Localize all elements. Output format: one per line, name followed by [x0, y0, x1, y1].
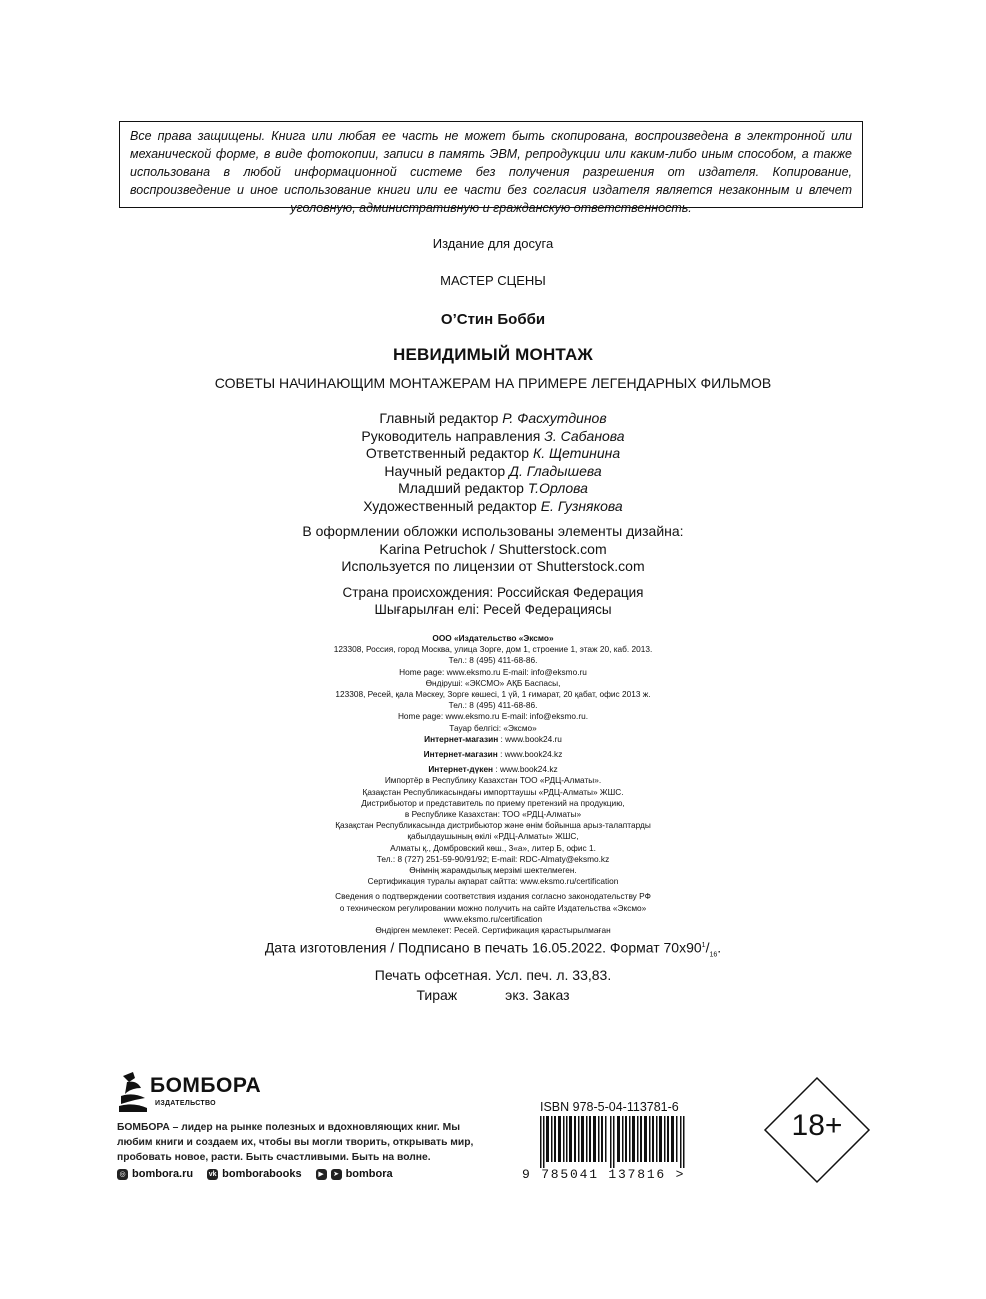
circulation: Тираж экз. Заказ [416, 987, 570, 1004]
editor-row: Руководитель направления З. Сабанова [361, 427, 625, 444]
edition-type: Издание для досуга [432, 236, 554, 251]
imprint-line: Өндіруші: «ЭКСМО» АҚБ Баспасы, [425, 677, 561, 688]
imprint-line: қабылдаушының өкілі «РДЦ-Алматы» ЖШС, [407, 831, 579, 842]
bombora-logo-icon [117, 1070, 149, 1114]
vk-icon: vk [208, 1170, 217, 1178]
imprint-line: Қазақстан Республикасында дистрибьютор және өнім бойынша арыз-талаптарды [335, 820, 651, 831]
imprint-line: Сведения о подтверждении соответствия издания согласно законодательству РФ [335, 891, 651, 902]
barcode-digits: 9 785041 137816 > [522, 1167, 686, 1182]
publisher-slogan: БОМБОРА – лидер на рынке полезных и вдохновляющих книг. Мы любим книги и создаем их, чтобы вы могли творить, открывать мир, пробовать новое, расти. Быть счастливыми. Быть на волне. [117, 1122, 474, 1163]
imprint-line: Алматы қ., Домбровский көш., 3«а», литер Б, офис 1. [390, 842, 596, 853]
isbn-number: ISBN 978-5-04-113781-6 [540, 1100, 679, 1114]
editors-list [0, 410, 986, 515]
print-method: Печать офсетная. Усл. печ. л. 33,83. [374, 967, 612, 984]
social-link-telegram[interactable]: ▶ ➤ bombora [316, 1168, 393, 1180]
editor-row: Главный редактор Р. Фасхутдинов [379, 410, 607, 426]
imprint-line: Тел.: 8 (495) 411-68-86. [448, 700, 538, 711]
imprint-line: Home page: www.eksmo.ru E-mail: info@eksmo.ru [399, 666, 587, 677]
printing-details [0, 936, 986, 1005]
bombora-logo [117, 1070, 262, 1114]
instagram-icon: ◎ [117, 1169, 128, 1180]
imprint-line: Тел.: 8 (727) 251-59-90/91/92; E-mail: RDC-Almaty@eksmo.kz [376, 853, 610, 864]
copyright-notice: Все права защищены. Книга или любая ее часть не может быть скопирована, воспроизведена в электронной или механической форме, в виде фотокопии, записи в память ЭВМ, репродукции или каким-либо иным способом, а также использована в любой информационной системе без получения разрешения от издателя. Копирование, воспроизведение и иное использование книги или ее части без согласия издателя является незаконным и влечет уголовную, административную и гражданскую ответственность. [119, 121, 863, 208]
imprint-line: Өндірген мемлекет: Ресей. Сертификация қарастырылмаған [375, 925, 611, 936]
editor-row: Младший редактор Т.Орлова [398, 480, 588, 496]
logo-wordmark: БОМБОРА [150, 1074, 262, 1097]
social-links [117, 1168, 393, 1180]
country-of-origin: Страна происхождения: Российская Федерация Шығарылған елі: Ресей Федерациясы [342, 585, 644, 617]
imprint-line: Home page: www.eksmo.ru E-mail: info@eksmo.ru. [397, 711, 589, 722]
imprint-line: в Республике Казахстан: ТОО «РДЦ-Алматы» [404, 809, 582, 820]
imprint-line: о техническом регулировании можно получить на сайте Издательства «Эксмо» [339, 902, 647, 913]
book-title: НЕВИДИМЫЙ МОНТАЖ [392, 345, 593, 364]
series-name: МАСТЕР СЦЕНЫ [440, 273, 546, 288]
logo-subtitle: ИЗДАТЕЛЬСТВО [155, 1100, 216, 1107]
editor-row: Художественный редактор Е. Гузнякова [363, 497, 623, 514]
publisher-name: ООО «Издательство «Эксмо» [432, 633, 554, 643]
print-date-format: Дата изготовления / Подписано в печать 16.05.2022. Формат $70х90^1/_{16}$. [264, 939, 722, 959]
barcode [540, 1116, 690, 1168]
book-subtitle: СОВЕТЫ НАЧИНАЮЩИМ МОНТАЖЕРАМ НА ПРИМЕРЕ ЛЕГЕНДАРНЫХ ФИЛЬМОВ [214, 375, 772, 391]
imprint-line: Тауар белгісі: «Эксмо» [449, 722, 537, 733]
social-link-site[interactable]: ◎ bombora.ru [117, 1168, 193, 1180]
age-rating-label: 18+ [791, 1109, 843, 1142]
imprint-line: Өнімнің жарамдылық мерзімі шектелмеген. [409, 865, 577, 876]
shop-kz-local: Интернет-дүкен : www.book24.kz [428, 764, 558, 775]
cover-credits: В оформлении обложки использованы элементы дизайна: Karina Petruchok / Shutterstock.com Используется по лицензии от Shutterstock.com [302, 523, 684, 574]
author-name: О’Стин Бобби [440, 311, 546, 328]
imprint-line: Қазақстан Республикасындағы импорттаушы «РДЦ-Алматы» ЖШС. [362, 786, 624, 797]
imprint-line: Импортёр в Республику Казахстан ТОО «РДЦ-Алматы». [384, 775, 602, 786]
imprint-line: 123308, Россия, город Москва, улица Зорге, дом 1, строение 1, этаж 20, каб. 2013. [333, 644, 653, 655]
imprint-line: Сертификация туралы ақпарат сайтта: www.eksmo.ru/certification [367, 876, 619, 887]
editor-row: Ответственный редактор К. Щетинина [365, 445, 621, 461]
youtube-icon: ▶ [316, 1169, 327, 1180]
imprint-line: Дистрибьютор и представитель по приему претензий на продукцию, [361, 797, 625, 808]
publisher-imprint [0, 633, 986, 936]
imprint-line: Тел.: 8 (495) 411-68-86. [448, 655, 538, 666]
imprint-line: www.eksmo.ru/certification [443, 913, 543, 924]
imprint-line: 123308, Ресей, қала Мәскеу, Зорге көшесі, 1 үй, 1 ғимарат, 20 қабат, офис 2013 ж. [335, 689, 651, 700]
shop-kz: Интернет-магазин : www.book24.kz [423, 749, 563, 760]
telegram-icon: ➤ [331, 1169, 342, 1180]
social-link-vk[interactable]: vk bomborabooks [208, 1168, 302, 1180]
editor-row: Научный редактор Д. Гладышева [384, 462, 602, 479]
shop-ru: Интернет-магазин : www.book24.ru [424, 733, 562, 744]
